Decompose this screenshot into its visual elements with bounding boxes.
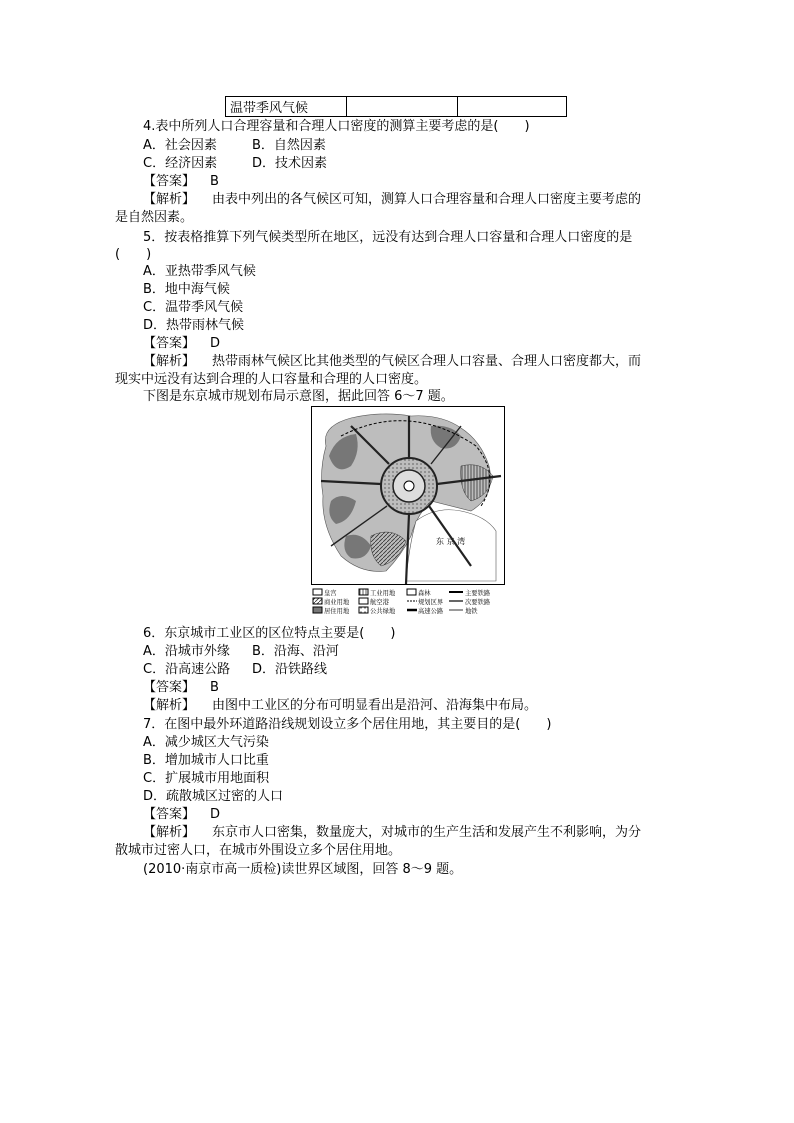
- intro-6-7: 下图是东京城市规划布局示意图，据此回答 6～7 题。: [143, 389, 454, 404]
- q4-answer-label: 【答案】: [143, 174, 196, 189]
- legend-label: 次要铁路: [465, 599, 491, 606]
- q4-answer: B: [210, 174, 219, 189]
- q7-analysis-line-1: 东京市人口密集，数量庞大，对城市的生产生活和发展产生不利影响，为分: [212, 825, 642, 840]
- q6-answer: B: [210, 680, 219, 695]
- bay-label: 东 京 湾: [436, 537, 466, 546]
- legend-label: 商业用地: [324, 599, 350, 606]
- q5-answer: D: [210, 336, 221, 351]
- table-cell: 温带季风气候: [226, 97, 347, 117]
- q6-option-b: B．沿海、沿河: [252, 644, 339, 659]
- q6-analysis-label: 【解析】: [143, 698, 196, 713]
- q5-answer-label: 【答案】: [143, 336, 196, 351]
- table-cell: [458, 97, 567, 117]
- q7-answer-label: 【答案】: [143, 807, 196, 822]
- table-row: [226, 97, 567, 117]
- q7-option-a: A．减少城区大气污染: [143, 735, 269, 750]
- q5-option-d: D．热带雨林气候: [143, 318, 245, 333]
- legend-label: 航空港: [370, 599, 389, 606]
- q6-option-a: A．沿城市外缘: [143, 644, 230, 659]
- tokyo-planning-map: [311, 406, 505, 618]
- legend-label: 公共绿地: [370, 608, 396, 615]
- map-legend: [313, 588, 491, 615]
- q4-option-b: B．自然因素: [252, 138, 326, 153]
- legend-label: 高速公路: [418, 608, 444, 615]
- q5-analysis-line-1: 热带雨林气候区比其他类型的气候区合理人口容量、合理人口密度都大，而: [212, 354, 642, 369]
- q6-option-c: C．沿高速公路: [143, 662, 231, 677]
- q7-analysis-line-2: 散城市过密人口，在城市外围设立多个居住用地。: [115, 843, 402, 858]
- table-cell: [347, 97, 458, 117]
- legend-label: 地铁: [465, 608, 478, 615]
- q6-question: 6．东京城市工业区的区位特点主要是( ): [143, 626, 396, 641]
- q4-analysis-line-1: 由表中列出的各气候区可知，测算人口合理容量和合理人口密度主要考虑的: [212, 192, 642, 207]
- q7-answer: D: [210, 807, 221, 822]
- q7-option-c: C．扩展城市用地面积: [143, 771, 270, 786]
- q5-question-line-2: ( ): [115, 247, 152, 262]
- q6-analysis-line-1: 由图中工业区的分布可明显看出是沿河、沿海集中布局。: [212, 698, 538, 713]
- q7-option-d: D．疏散城区过密的人口: [143, 789, 284, 804]
- imperial-palace: [404, 481, 414, 491]
- q4-analysis-label: 【解析】: [143, 192, 196, 207]
- intro-8-9: (2010·南京市高一质检)读世界区域图，回答 8～9 题。: [143, 862, 463, 877]
- legend-label: 皇宫: [324, 590, 337, 597]
- q7-question: 7．在图中最外环道路沿线规划设立多个居住用地，其主要目的是( ): [143, 717, 552, 732]
- legend-label: 规划区界: [418, 599, 444, 606]
- q4-analysis-line-2: 是自然因素。: [115, 210, 194, 225]
- q4-option-c: C．经济因素: [143, 156, 218, 171]
- q5-analysis-label: 【解析】: [143, 354, 196, 369]
- legend-label: 居住用地: [324, 608, 350, 615]
- q7-option-b: B．增加城市人口比重: [143, 753, 269, 768]
- q5-option-c: C．温带季风气候: [143, 300, 244, 315]
- q5-option-b: B．地中海气候: [143, 282, 230, 297]
- q5-question-line-1: 5．按表格推算下列气候类型所在地区，远没有达到合理人口容量和合理人口密度的是: [143, 230, 633, 245]
- q5-option-a: A．亚热带季风气候: [143, 264, 256, 279]
- q4-option-a: A．社会因素: [143, 138, 217, 153]
- q5-analysis-line-2: 现实中远没有达到合理的人口容量和合理的人口密度。: [115, 372, 428, 387]
- legend-label: 主要铁路: [465, 590, 491, 597]
- q4-option-d: D．技术因素: [252, 156, 328, 171]
- q7-analysis-label: 【解析】: [143, 825, 196, 840]
- climate-table: [225, 96, 567, 117]
- q6-option-d: D．沿铁路线: [252, 662, 328, 677]
- legend-label: 森林: [418, 590, 431, 597]
- q6-answer-label: 【答案】: [143, 680, 196, 695]
- q4-question: 4.表中所列人口合理容量和合理人口密度的测算主要考虑的是( ): [143, 119, 530, 134]
- legend-label: 工业用地: [370, 590, 396, 597]
